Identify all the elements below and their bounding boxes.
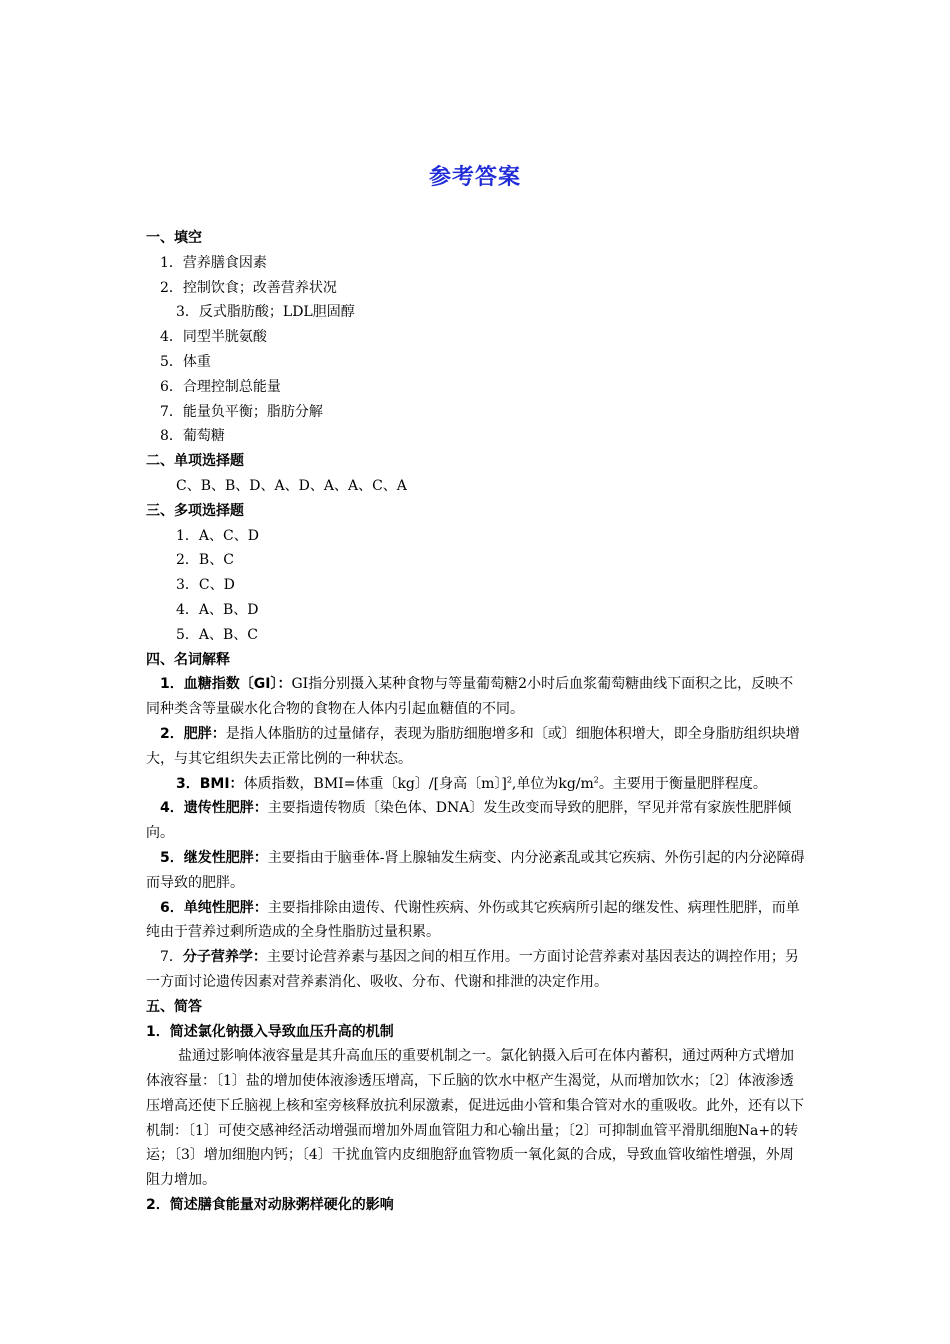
superscript: 2 [593,774,599,784]
list-item: 3．反式脂肪酸；LDL胆固醇 [176,304,355,321]
section-heading-single-choice: 二、单项选择题 [146,453,244,470]
answer-body: 盐通过影响体液容量是其升高血压的重要机制之一。氯化钠摄入后可在体内蓄积，通过两种方式增加体液容量：〔1〕盐的增加使体液渗透压增高，下丘脑的饮水中枢产生渴觉，从而增加饮水；〔2〕体液渗透压增高还使下丘脑视上核和室旁核释放抗利尿激素，促进远曲小管和集合管对水的重吸收。此外，还有以下机制：〔1〕可使交感神经活动增强而增加外周血管阻力和心输出量；〔2〕可抑制血管平滑肌细胞Na+的转运；〔3〕增加细胞内钙；〔4〕干扰血管内皮细胞舒血管物质一氧化氮的合成，导致血管收缩性增强，外周阻力增加。 [146,1048,804,1189]
term-text: ,单位为kg/m [511,775,594,792]
term-definition [146,846,806,896]
list-item: 3．C、D [176,577,235,594]
page-title: 参考答案 [428,165,521,190]
list-item: 2．B、C [176,552,234,569]
term-definition [146,945,806,995]
term-text: 主要指遗传物质〔染色体、DNA〕发生改变而导致的肥胖，罕见并常有家族性肥胖倾向。 [146,800,792,842]
term-text: 是指人体脂肪的过量储存，表现为脂肪细胞增多和〔或〕细胞体积增大，即全身脂肪组织块增大，与其它组织失去正常比例的一种状态。 [146,725,800,767]
term-text: 主要讨论营养素与基因之间的相互作用。一方面讨论营养素对基因表达的调控作用；另一方面讨论遗传因素对营养素消化、吸收、分布、代谢和排泄的决定作用。 [146,949,799,990]
term-label: 分子营养学： [182,949,267,966]
term-definition [146,772,806,797]
section-heading-term-definitions: 四、名词解释 [146,651,230,668]
superscript: 2 [506,774,512,784]
term-definition [146,722,806,772]
term-text: 主要指排除由遗传、代谢性疾病、外伤或其它疾病所引起的继发性、病理性肥胖，而单纯由于营养过剩所造成的全身性脂肪过量积累。 [146,899,800,941]
section-heading-multi-choice: 三、多项选择题 [146,502,244,519]
list-item: 7．能量负平衡；脂肪分解 [160,403,323,420]
list-item: 4．A、B、D [176,601,259,618]
question-title: 2．简述膳食能量对动脉粥样硬化的影响 [146,1197,394,1214]
answer-content [146,226,806,1218]
term-label: 6．单纯性肥胖： [160,899,268,916]
term-definition [146,896,806,946]
list-item: 1．营养膳食因素 [160,254,267,271]
term-label: 2．肥胖： [160,725,226,742]
term-label: 3．BMI： [176,775,244,792]
term-text: 体质指数，BMI=体重〔kg〕/[身高〔m〕] [243,775,507,792]
term-text: 。主要用于衡量肥胖程度。 [598,775,767,792]
term-text: GI指分别摄入某种食物与等量葡萄糖2小时后血浆葡萄糖曲线下面积之比，反映不同种类含等量碳水化合物的食物在人体内引起血糖值的不同。 [146,676,794,718]
question-title: 1．简述氯化钠摄入导致血压升高的机制 [146,1023,394,1040]
list-item: 2．控制饮食；改善营养状况 [160,279,337,296]
section-heading-fill-blank: 一、填空 [146,230,202,246]
term-text: 主要指由于脑垂体-肾上腺轴发生病变、内分泌紊乱或其它疾病、外伤引起的内分泌障碍而导致的肥胖。 [146,849,805,891]
term-label: 1．血糖指数〔GI〕： [160,676,292,693]
term-definition [146,796,806,846]
list-item: 8．葡萄糖 [160,428,225,445]
list-item: 6．合理控制总能量 [160,378,281,395]
list-item: 5．体重 [160,353,211,370]
list-item: 1．A、C、D [176,527,259,544]
term-label: 4．遗传性肥胖： [160,800,268,817]
single-choice-answers: C、B、B、D、A、D、A、A、C、A [176,477,407,494]
term-label: 5．继发性肥胖： [160,849,268,866]
list-item: 5．A、B、C [176,626,259,643]
term-definition [146,672,806,722]
section-heading-short-answer: 五、简答 [146,998,202,1015]
list-item: 4．同型半胱氨酸 [160,329,267,346]
term-number: 7． [160,949,183,966]
